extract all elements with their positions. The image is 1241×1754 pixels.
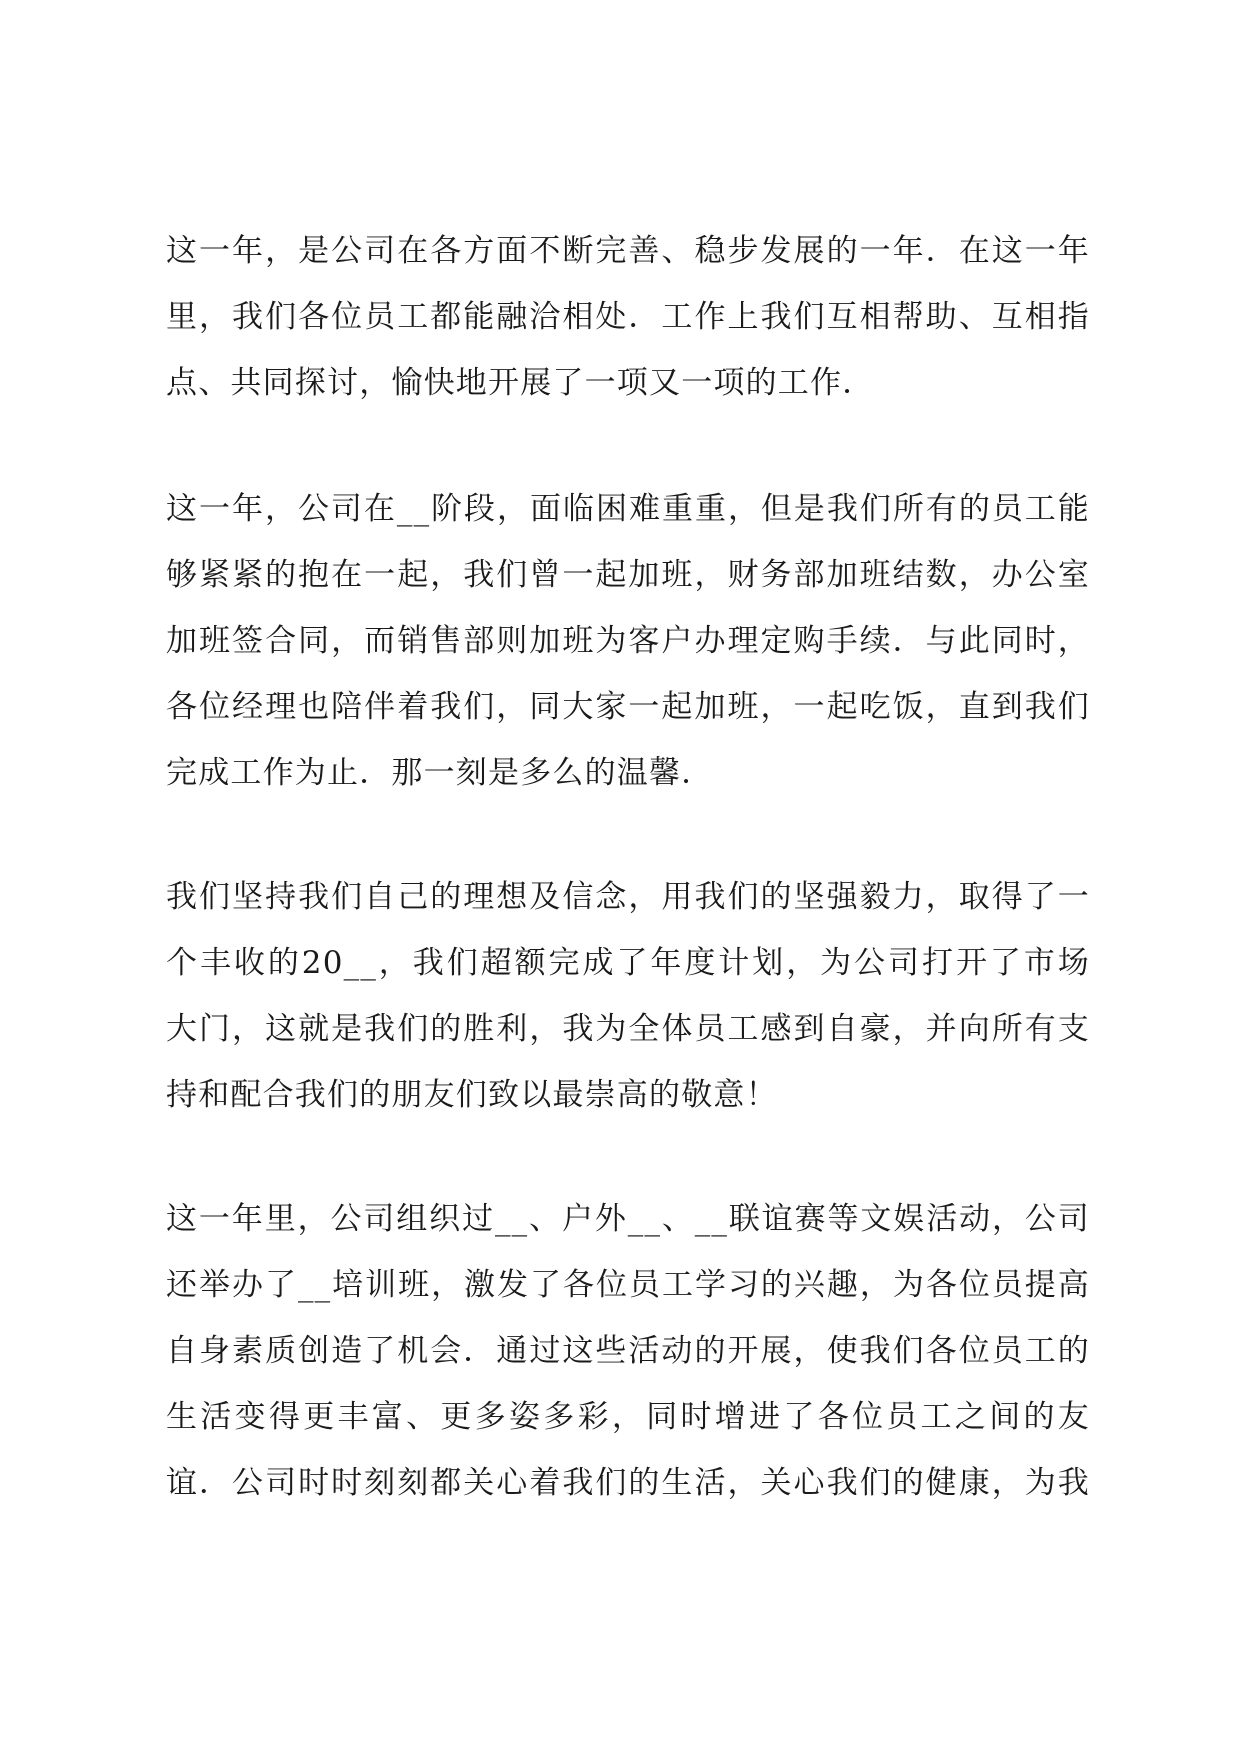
paragraph-line: 生活变得更丰富、更多姿多彩，同时增进了各位员工之间的友: [166, 1399, 1090, 1435]
paragraph-line: 这一年，公司在__阶段，面临困难重重，但是我们所有的员工能: [166, 491, 1090, 527]
paragraph-line: 点、共同探讨，愉快地开展了一项又一项的工作．: [166, 365, 875, 401]
paragraph-line: 持和配合我们的朋友们致以最崇高的敬意！: [166, 1077, 778, 1113]
paragraph-1: [166, 218, 1090, 416]
paragraph-line: 完成工作为止．那一刻是多么的温馨．: [166, 755, 714, 791]
paragraph-3: [166, 864, 1090, 1128]
paragraph-line: 还举办了__培训班，激发了各位员工学习的兴趣，为各位员提高: [166, 1267, 1090, 1303]
paragraph-line: 够紧紧的抱在一起，我们曾一起加班，财务部加班结数，办公室: [166, 557, 1090, 593]
paragraph-line: 各位经理也陪伴着我们，同大家一起加班，一起吃饭，直到我们: [166, 689, 1090, 725]
paragraph-line: 加班签合同，而销售部则加班为客户办理定购手续．与此同时，: [166, 623, 1090, 659]
paragraph-line: 这一年里，公司组织过__、户外__、__联谊赛等文娱活动，公司: [166, 1201, 1090, 1237]
paragraph-line: 个丰收的20__，我们超额完成了年度计划，为公司打开了市场: [166, 945, 1090, 981]
paragraph-line: 这一年，是公司在各方面不断完善、稳步发展的一年．在这一年: [166, 233, 1090, 269]
paragraph-4: [166, 1186, 1090, 1516]
paragraph-line: 大门，这就是我们的胜利，我为全体员工感到自豪，并向所有支: [166, 1011, 1090, 1047]
paragraph-line: 我们坚持我们自己的理想及信念，用我们的坚强毅力，取得了一: [166, 879, 1090, 915]
paragraph-line: 谊．公司时时刻刻都关心着我们的生活，关心我们的健康，为我: [166, 1465, 1090, 1501]
paragraph-line: 自身素质创造了机会．通过这些活动的开展，使我们各位员工的: [166, 1333, 1090, 1369]
paragraph-2: [166, 476, 1090, 806]
paragraph-line: 里，我们各位员工都能融洽相处．工作上我们互相帮助、互相指: [166, 299, 1090, 335]
